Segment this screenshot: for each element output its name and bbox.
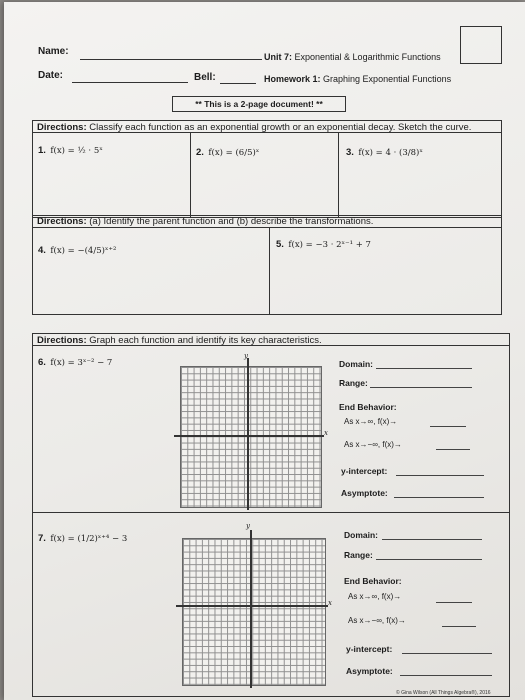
- end-behavior-neg: As x→−∞, f(x)→: [348, 616, 406, 625]
- end-behavior-label: End Behavior:: [339, 402, 397, 412]
- x-axis-label: x: [328, 599, 332, 607]
- range-label: Range:: [344, 550, 373, 560]
- end-behavior-neg: As x→−∞, f(x)→: [344, 440, 402, 449]
- y-intercept-answer-line[interactable]: [396, 475, 484, 476]
- coordinate-grid[interactable]: [182, 538, 326, 686]
- domain-label: Domain:: [339, 359, 373, 369]
- y-axis-label: y: [246, 522, 250, 530]
- problem-number: 3.: [346, 147, 354, 158]
- section-graph-directions: [37, 335, 322, 346]
- problem-number: 7.: [38, 533, 46, 544]
- copyright-notice: © Gina Wilson (All Things Algebra®), 2016: [396, 690, 491, 696]
- homework-prefix: Homework 1:: [264, 74, 321, 84]
- problem-expression: f(x) = 3ˣ⁻² − 7: [50, 358, 113, 368]
- range-label: Range:: [339, 378, 368, 388]
- problem-number: 2.: [196, 147, 204, 158]
- worksheet-page: [4, 2, 525, 700]
- end-behavior-pos-line[interactable]: [430, 426, 466, 427]
- unit-prefix: Unit 7:: [264, 52, 292, 62]
- section-classify: [32, 120, 502, 218]
- y-intercept-answer-line[interactable]: [402, 653, 492, 654]
- domain-label: Domain:: [344, 530, 378, 540]
- y-intercept-label: y-intercept:: [341, 466, 388, 476]
- directions-label: Directions:: [37, 335, 87, 346]
- asymptote-answer-line[interactable]: [394, 497, 484, 498]
- x-axis: [176, 605, 328, 607]
- section-graph-row-divider: [32, 512, 510, 513]
- end-behavior-pos: As x→∞, f(x)→: [348, 592, 402, 601]
- y-intercept-label: y-intercept:: [346, 644, 393, 654]
- problem-expression: f(x) = (6/5)ˣ: [208, 148, 260, 158]
- coordinate-grid[interactable]: [180, 366, 322, 508]
- domain-answer-line[interactable]: [376, 368, 472, 369]
- end-behavior-neg-line[interactable]: [442, 626, 476, 627]
- score-box: [460, 26, 502, 64]
- problem-5: [276, 234, 371, 252]
- problem-3: [346, 142, 423, 160]
- asymptote-label: Asymptote:: [346, 666, 393, 676]
- date-field-line: [72, 82, 188, 83]
- homework-title: Graphing Exponential Functions: [323, 74, 452, 84]
- name-label: Name:: [38, 46, 69, 57]
- end-behavior-neg-line[interactable]: [436, 449, 470, 450]
- end-behavior-pos: As x→∞, f(x)→: [344, 417, 398, 426]
- homework-heading: [264, 74, 451, 84]
- problem-7: [38, 528, 127, 546]
- domain-answer-line[interactable]: [382, 539, 482, 540]
- directions-label: Directions:: [37, 216, 87, 227]
- section-transform-directions: [37, 216, 373, 227]
- range-answer-line[interactable]: [376, 559, 482, 560]
- asymptote-label: Asymptote:: [341, 488, 388, 498]
- problem-number: 6.: [38, 357, 46, 368]
- directions-text: (a) Identify the parent function and (b) describe the transformations.: [89, 216, 374, 227]
- problem-number: 1.: [38, 145, 46, 156]
- problem-4: [38, 240, 116, 258]
- problem-1: [38, 140, 103, 158]
- x-axis-label: x: [324, 429, 328, 437]
- two-page-notice: ** This is a 2-page document! **: [172, 96, 346, 112]
- section-classify-directions: [37, 122, 471, 133]
- problem-number: 4.: [38, 245, 46, 256]
- x-axis: [174, 435, 324, 437]
- asymptote-answer-line[interactable]: [400, 675, 492, 676]
- problem-expression: f(x) = −(4/5)ˣ⁺²: [50, 246, 117, 256]
- problem-expression: f(x) = 4 · (3/8)ˣ: [358, 148, 423, 158]
- section-transform-col: [269, 228, 270, 314]
- section-transform-divider: [32, 227, 502, 228]
- unit-heading: [264, 52, 441, 62]
- problem-expression: f(x) = −3 · 2ˣ⁻¹ + 7: [288, 240, 371, 250]
- name-field-line: [80, 59, 262, 60]
- y-axis-label: y: [244, 352, 248, 360]
- range-answer-line[interactable]: [370, 387, 472, 388]
- directions-text: Graph each function and identify its key characteristics.: [89, 335, 322, 346]
- end-behavior-pos-line[interactable]: [436, 602, 472, 603]
- problem-expression: f(x) = ½ · 5ˣ: [50, 146, 103, 156]
- problem-2: [196, 142, 259, 160]
- end-behavior-label: End Behavior:: [344, 576, 402, 586]
- unit-title: Exponential & Logarithmic Functions: [294, 52, 441, 62]
- directions-text: Classify each function as an exponential growth or an exponential decay. Sketch the curve.: [89, 122, 472, 133]
- section-classify-col1: [190, 133, 191, 217]
- problem-expression: f(x) = (1/2)ˣ⁺⁴ − 3: [50, 534, 128, 544]
- y-axis: [250, 530, 252, 688]
- section-classify-col2: [338, 133, 339, 217]
- y-axis: [247, 358, 249, 510]
- problem-6: [38, 352, 112, 370]
- bell-field-line: [220, 83, 256, 84]
- bell-label: Bell:: [194, 72, 216, 83]
- directions-label: Directions:: [37, 122, 87, 133]
- problem-number: 5.: [276, 239, 284, 250]
- section-transform: [32, 215, 502, 315]
- date-label: Date:: [38, 70, 64, 81]
